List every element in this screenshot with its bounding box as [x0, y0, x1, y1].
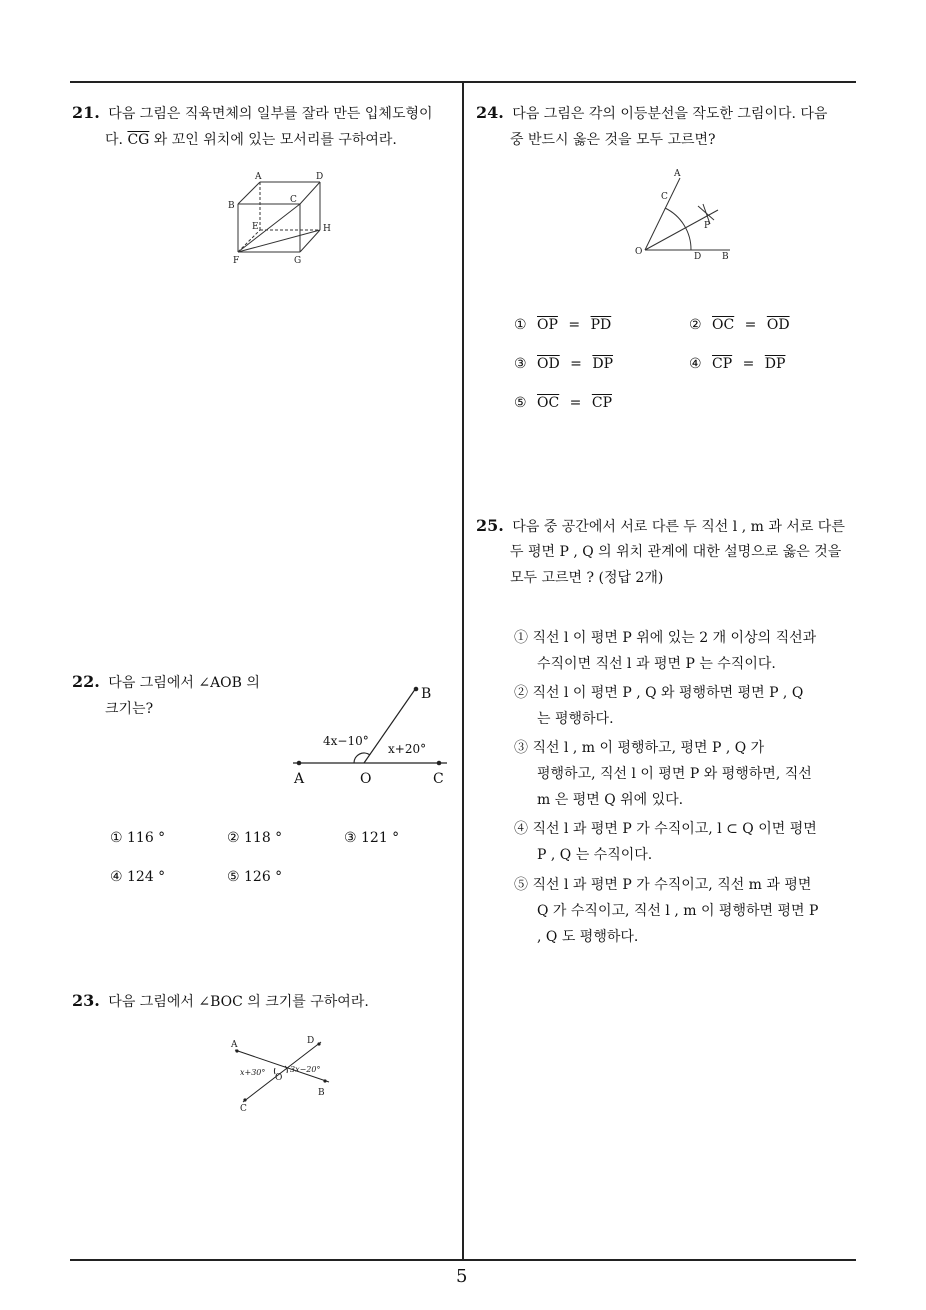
- equals-sign: =: [568, 317, 581, 333]
- label-b: B: [318, 1088, 325, 1098]
- segment-cg: $\overline{CG}$: [127, 132, 150, 148]
- page-number: 5: [456, 1266, 468, 1287]
- label-b: B: [722, 252, 729, 262]
- question-text: 다음 중 공간에서 서로 다른 두 직선 l , m 과 서로 다른: [512, 519, 845, 535]
- choice-5[interactable]: [514, 395, 612, 411]
- choice-rhs: $\overline{OD}$: [766, 317, 790, 333]
- label-c: C: [661, 192, 668, 202]
- bottom-rule: [70, 1259, 856, 1261]
- choice-mark: ②: [689, 317, 702, 333]
- column-divider: [462, 82, 464, 1260]
- label-b: B: [228, 201, 235, 211]
- choice-3-cont: m 은 평면 Q 위에 있다.: [537, 792, 684, 808]
- solid-figure: [220, 168, 340, 268]
- choice-4[interactable]: ④ 124 °: [110, 869, 166, 885]
- question-text: 다음 그림에서 ∠AOB 의: [108, 675, 260, 691]
- question-text: 모두 고르면 ? (정답 2개): [510, 570, 664, 586]
- label-a: A: [255, 172, 262, 182]
- choice-1[interactable]: ① 116 °: [110, 830, 166, 846]
- equals-sign: =: [569, 395, 582, 411]
- choice-mark: ①: [514, 317, 527, 333]
- choice-1[interactable]: ① 직선 l 이 평면 P 위에 있는 2 개 이상의 직선과: [514, 630, 817, 646]
- choice-2-cont: 는 평행하다.: [537, 711, 614, 727]
- choice-1-cont: 수직이면 직선 l 과 평면 P 는 수직이다.: [537, 656, 776, 672]
- question-number: 25.: [476, 516, 504, 535]
- choice-4[interactable]: ④ 직선 l 과 평면 P 가 수직이고, l ⊂ Q 이면 평면: [514, 821, 817, 837]
- choice-rhs: $\overline{PD}$: [590, 317, 612, 333]
- label-g: G: [294, 256, 302, 266]
- choice-mark: ⑤: [514, 395, 527, 411]
- label-d: D: [694, 252, 702, 262]
- label-c: C: [290, 195, 297, 205]
- angle-figure: [285, 680, 455, 790]
- label-o: O: [275, 1073, 283, 1083]
- label-o: O: [635, 247, 643, 257]
- choice-lhs: $\overline{OD}$: [537, 356, 560, 372]
- angle-label-2: x+20°: [388, 742, 427, 756]
- choice-3[interactable]: [514, 356, 613, 372]
- question-number: 21.: [72, 103, 100, 122]
- label-a: A: [674, 169, 681, 179]
- label-a: A: [294, 771, 305, 787]
- question-text: 다음 그림은 직육면체의 일부를 잘라 만든 입체도형이: [108, 106, 433, 122]
- choice-2[interactable]: ② 118 °: [227, 830, 283, 846]
- angle-label-1: 4x−10°: [323, 734, 369, 748]
- choice-5-cont: , Q 도 평행하다.: [537, 929, 639, 945]
- angle-label-2: 3x−20°: [290, 1065, 321, 1074]
- choice-rhs: $\overline{CP}$: [591, 395, 612, 411]
- choice-2[interactable]: [689, 317, 790, 333]
- choice-rhs: $\overline{DP}$: [592, 356, 614, 372]
- choice-rhs: $\overline{DP}$: [764, 356, 786, 372]
- choice-mark: ③: [514, 356, 527, 372]
- question-number: 22.: [72, 672, 100, 691]
- question-number: 24.: [476, 103, 504, 122]
- question-text: 다.: [105, 132, 128, 148]
- label-f: F: [233, 256, 240, 266]
- label-b: B: [421, 686, 432, 702]
- choice-lhs: $\overline{OP}$: [537, 317, 558, 333]
- question-text: 중 반드시 옳은 것을 모두 고르면?: [510, 132, 716, 148]
- label-e: E: [252, 222, 259, 232]
- choice-4[interactable]: [689, 356, 785, 372]
- choice-5[interactable]: ⑤ 직선 l 과 평면 P 가 수직이고, 직선 m 과 평면: [514, 877, 812, 893]
- bisector-figure: [630, 166, 750, 266]
- choice-lhs: $\overline{OC}$: [712, 317, 735, 333]
- choice-5-cont: Q 가 수직이고, 직선 l , m 이 평행하면 평면 P: [537, 903, 819, 919]
- question-text: 다음 그림은 각의 이등분선을 작도한 그림이다. 다음: [512, 106, 828, 122]
- equals-sign: =: [570, 356, 582, 372]
- intersecting-lines-figure: [225, 1032, 345, 1112]
- choice-3-cont: 평행하고, 직선 l 이 평면 P 와 평행하면, 직선: [537, 766, 812, 782]
- angle-label-1: x+30°: [240, 1068, 266, 1077]
- choice-2[interactable]: ② 직선 l 이 평면 P , Q 와 평행하면 평면 P , Q: [514, 685, 804, 701]
- label-a: A: [231, 1040, 238, 1050]
- label-d: D: [307, 1036, 315, 1046]
- label-h: H: [323, 224, 331, 234]
- choice-5[interactable]: ⑤ 126 °: [227, 869, 283, 885]
- choice-lhs: $\overline{OC}$: [537, 395, 560, 411]
- question-text: 크기는?: [105, 701, 154, 717]
- label-c: C: [433, 771, 444, 787]
- choice-lhs: $\overline{CP}$: [712, 356, 733, 372]
- choice-mark: ④: [689, 356, 702, 372]
- label-c: C: [240, 1104, 247, 1112]
- label-d: D: [316, 172, 324, 182]
- question-text: 와 꼬인 위치에 있는 모서리를 구하여라.: [149, 132, 397, 148]
- choice-3[interactable]: ③ 직선 l , m 이 평행하고, 평면 P , Q 가: [514, 740, 765, 756]
- question-text: 두 평면 P , Q 의 위치 관계에 대한 설명으로 옳은 것을: [510, 544, 842, 560]
- choice-3[interactable]: ③ 121 °: [344, 830, 400, 846]
- choice-1[interactable]: [514, 317, 611, 333]
- equals-sign: =: [742, 356, 755, 372]
- label-p: P: [704, 221, 711, 231]
- choice-4-cont: P , Q 는 수직이다.: [537, 847, 653, 863]
- equals-sign: =: [744, 317, 757, 333]
- question-text: 다음 그림에서 ∠BOC 의 크기를 구하여라.: [108, 994, 369, 1010]
- label-o: O: [360, 771, 372, 787]
- question-number: 23.: [72, 991, 100, 1010]
